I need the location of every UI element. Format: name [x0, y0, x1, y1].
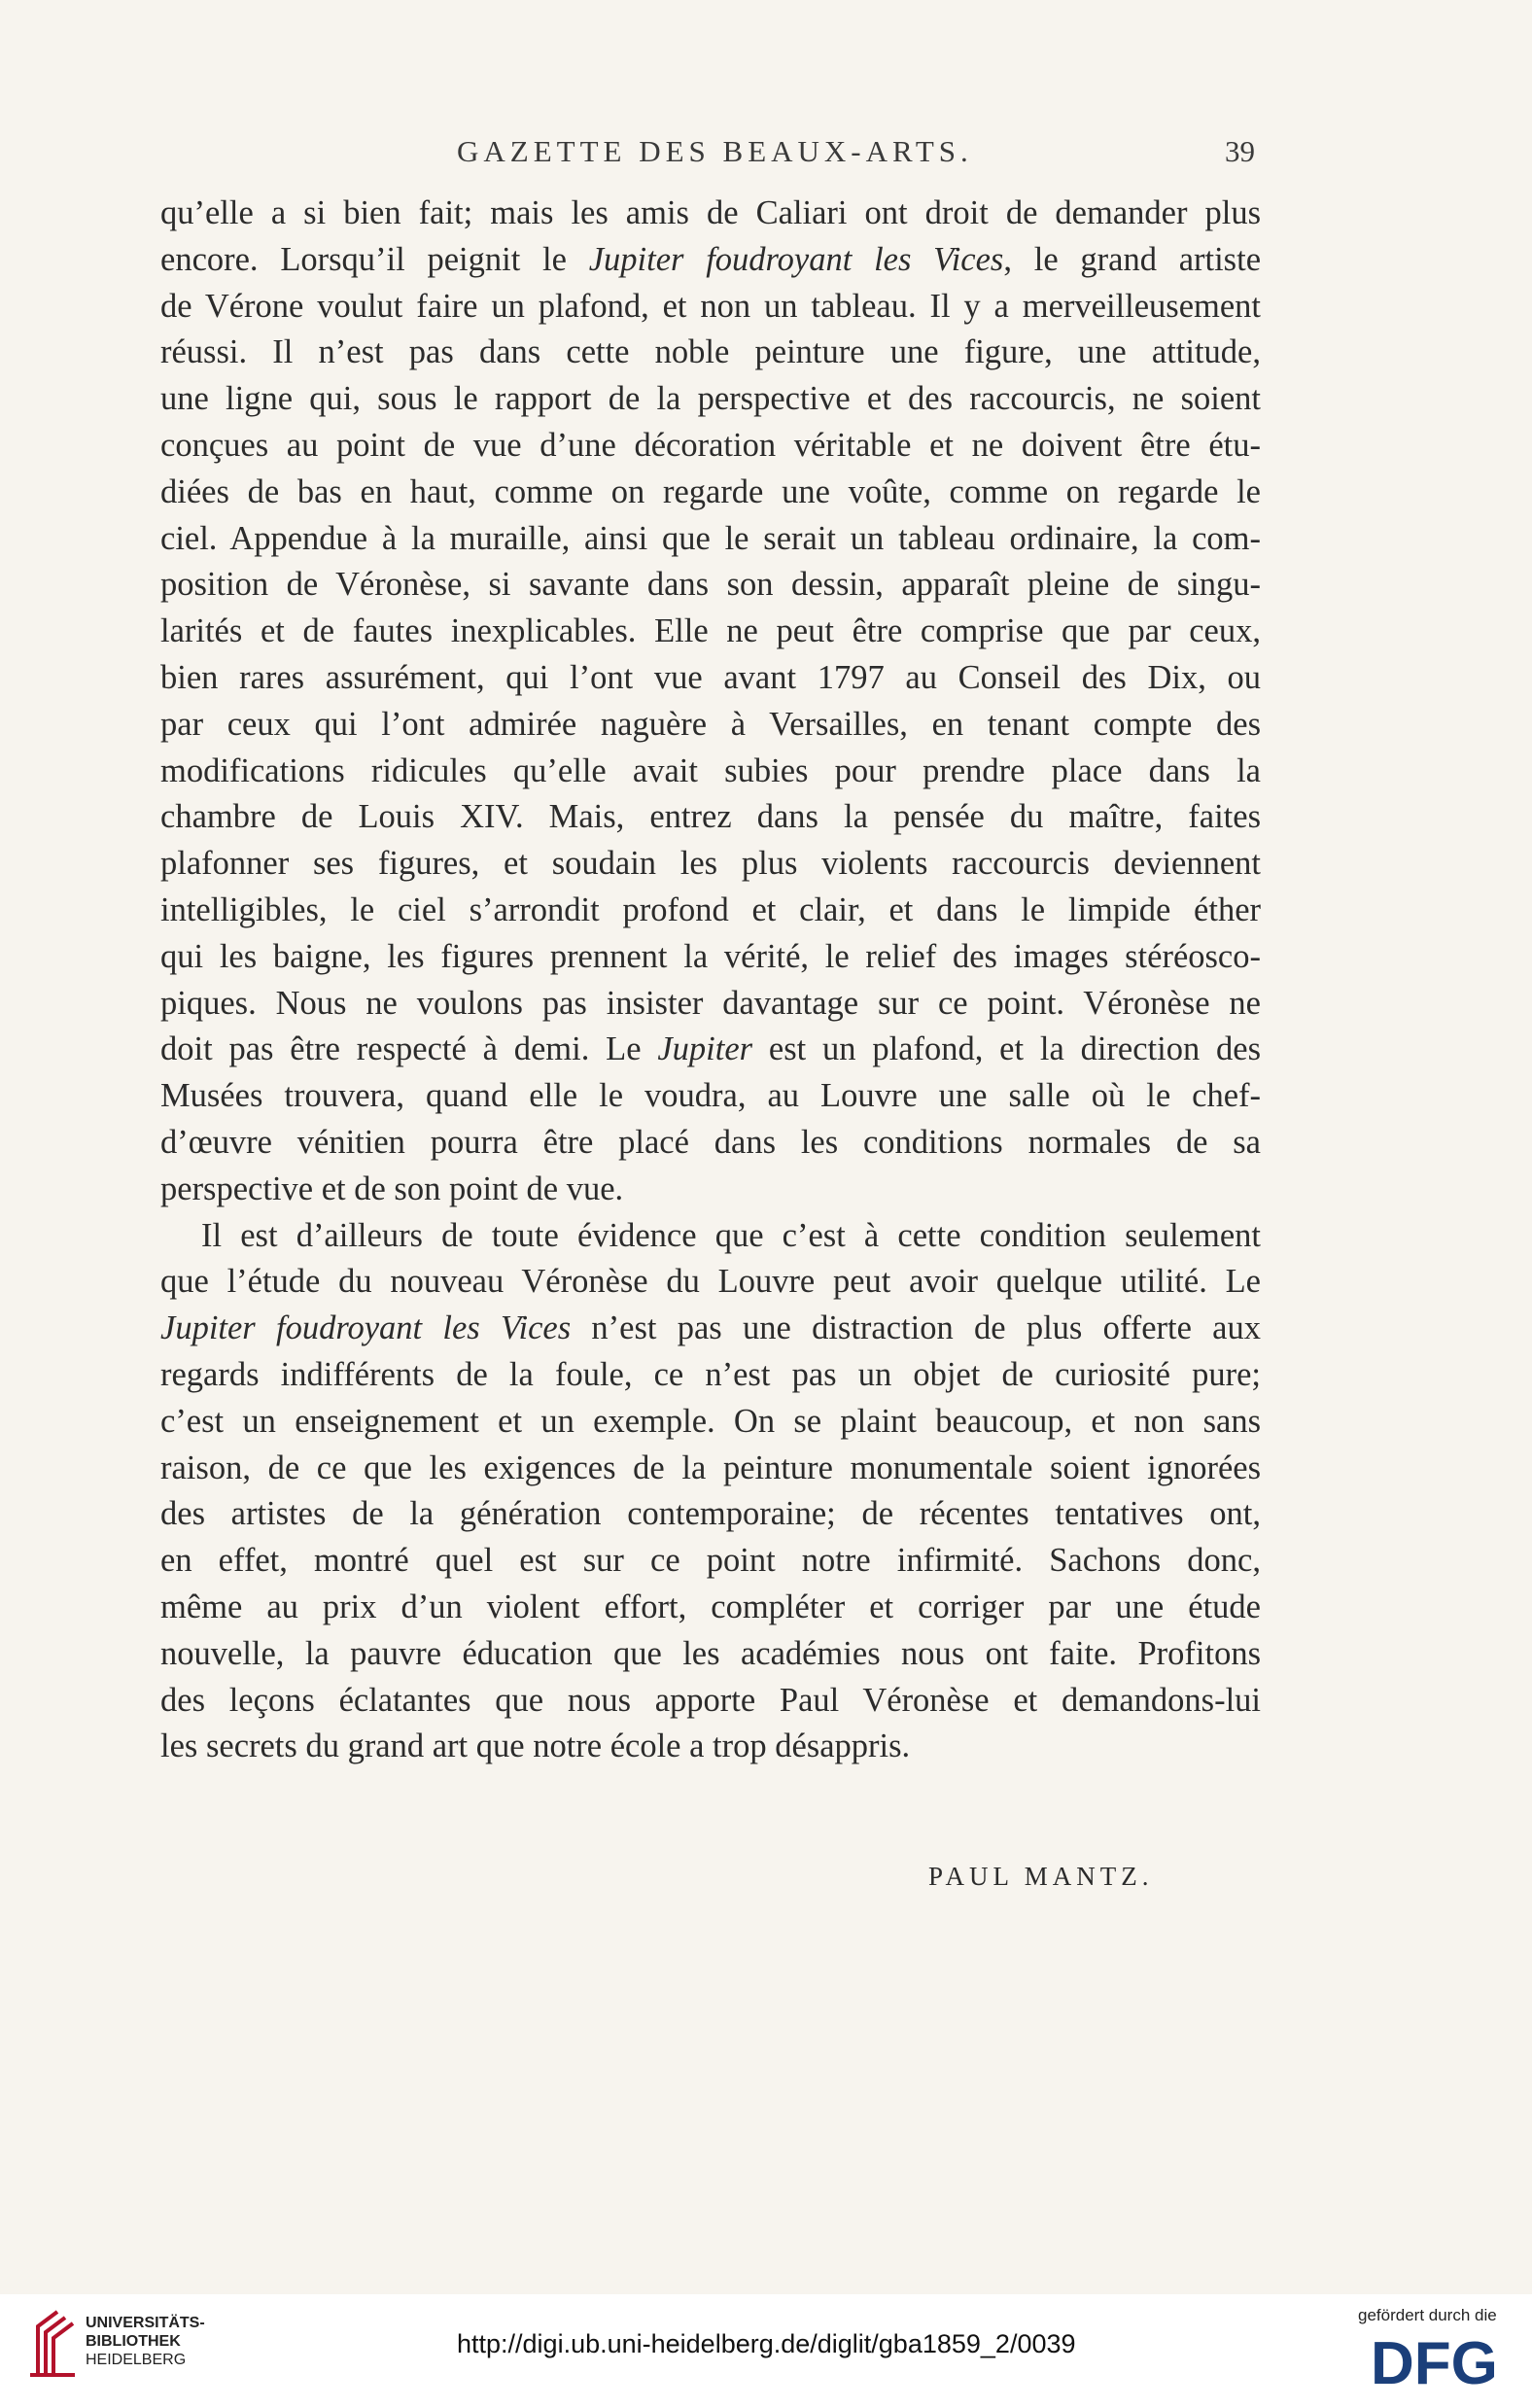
- text-line: [160, 1027, 1261, 1073]
- text-line: ciel. Appendue à la muraille, ainsi que le serait un tableau ordinaire, la com-: [160, 519, 1261, 557]
- text-line: conçues au point de vue d’une décoration véritable et ne doivent être étu-: [160, 426, 1261, 464]
- text-line: c’est un enseignement et un exemple. On se plaint beaucoup, et non sans: [160, 1402, 1261, 1440]
- text-line: Musées trouvera, quand elle le voudra, au Louvre une salle où le chef-: [160, 1077, 1261, 1115]
- funding-caption: gefördert durch die: [1358, 2306, 1497, 2324]
- text-line: raison, de ce que les exigences de la peinture monumentale soient ignorées: [160, 1448, 1261, 1486]
- library-logo-icon: [24, 2307, 78, 2380]
- library-name-line: BIBLIOTHEK: [86, 2333, 181, 2350]
- library-name-line: UNIVERSITÄTS-: [86, 2315, 205, 2331]
- library-name: [86, 2314, 205, 2369]
- text-line: réussi. Il n’est pas dans cette noble peinture une figure, une attitude,: [160, 333, 1261, 371]
- text-line: des artistes de la génération contemporaine; de récentes tentatives ont,: [160, 1495, 1261, 1533]
- page-number: 39: [1225, 134, 1255, 168]
- text-line: chambre de Louis XIV. Mais, entrez dans la pensée du maître, faites: [160, 798, 1261, 836]
- dfg-logo-text: DFG: [1371, 2331, 1498, 2390]
- text-line: modifications ridicules qu’elle avait subies pour prendre place dans la: [160, 751, 1261, 789]
- text-line: même au prix d’un violent effort, compléter et corriger par une étude: [160, 1588, 1261, 1625]
- text-line: en effet, montré quel est sur ce point notre infirmité. Sachons donc,: [160, 1542, 1261, 1580]
- artwork-title: Jupiter foudroyant les Vices: [588, 240, 1004, 278]
- text-line: diées de bas en haut, comme on regarde une voûte, comme on regarde le: [160, 472, 1261, 510]
- text-line: larités et de fautes inexplicables. Elle ne peut être comprise que par ceux,: [160, 612, 1261, 650]
- text-line: piques. Nous ne voulons pas insister davantage sur ce point. Véronèse ne: [160, 984, 1261, 1022]
- text-line: [160, 1306, 1261, 1352]
- digitization-footer: [0, 2294, 1532, 2408]
- text-line: position de Véronèse, si savante dans son dessin, apparaît pleine de singu-: [160, 566, 1261, 604]
- text-line: qu’elle a si bien fait; mais les amis de Caliari ont droit de demander plus: [160, 194, 1261, 231]
- text-segment: encore. Lorsqu’il peignit le: [160, 240, 589, 278]
- library-name-line: HEIDELBERG: [86, 2352, 187, 2368]
- dfg-logo-icon: [1369, 2331, 1505, 2390]
- text-segment: , le grand artiste: [1003, 240, 1262, 278]
- article-text: [160, 191, 1261, 1770]
- permalink-url[interactable]: http://digi.ub.uni-heidelberg.de/diglit/gba1859_2/0039: [457, 2329, 1076, 2358]
- running-title: GAZETTE DES BEAUX-ARTS.: [457, 134, 973, 168]
- artwork-title: Jupiter foudroyant les Vices: [160, 1309, 572, 1347]
- text-line: [160, 237, 1261, 284]
- text-line: nouvelle, la pauvre éducation que les académies nous ont faite. Profitons: [160, 1634, 1261, 1672]
- text-line: bien rares assurément, qui l’ont vue avant 1797 au Conseil des Dix, ou: [160, 658, 1261, 696]
- text-line: perspective et de son point de vue.: [160, 1169, 624, 1207]
- text-line: d’œuvre vénitien pourra être placé dans les conditions normales de sa: [160, 1123, 1261, 1161]
- text-line: de Vérone voulut faire un plafond, et non un tableau. Il y a merveilleusement: [160, 287, 1261, 325]
- text-segment: doit pas être respecté à demi. Le: [160, 1030, 658, 1068]
- text-line: que l’étude du nouveau Véronèse du Louvre peut avoir quelque utilité. Le: [160, 1263, 1261, 1301]
- text-line: qui les baigne, les figures prennent la vérité, le relief des images stéréosco-: [160, 937, 1261, 975]
- artwork-title: Jupiter: [657, 1030, 753, 1068]
- text-line: Il est d’ailleurs de toute évidence que c’est à cette condition seulement: [201, 1216, 1261, 1254]
- text-line: intelligibles, le ciel s’arrondit profond et clair, et dans le limpide éther: [160, 890, 1261, 928]
- text-line: une ligne qui, sous le rapport de la perspective et des raccourcis, ne soient: [160, 380, 1261, 418]
- text-line: plafonner ses figures, et soudain les plus violents raccourcis deviennent: [160, 845, 1261, 883]
- text-line: des leçons éclatantes que nous apporte Paul Véronèse et demandons-lui: [160, 1681, 1261, 1719]
- running-head: [0, 134, 1532, 173]
- text-line: les secrets du grand art que notre école a trop désappris.: [160, 1727, 911, 1765]
- text-line: regards indifférents de la foule, ce n’est pas un objet de curiosité pure;: [160, 1355, 1261, 1393]
- text-segment: est un plafond, et la direction des: [752, 1030, 1261, 1068]
- author-signature: PAUL MANTZ.: [928, 1862, 1154, 1891]
- text-line: par ceux qui l’ont admirée naguère à Versailles, en tenant compte des: [160, 705, 1261, 743]
- text-segment: n’est pas une distraction de plus offerte aux: [571, 1309, 1261, 1347]
